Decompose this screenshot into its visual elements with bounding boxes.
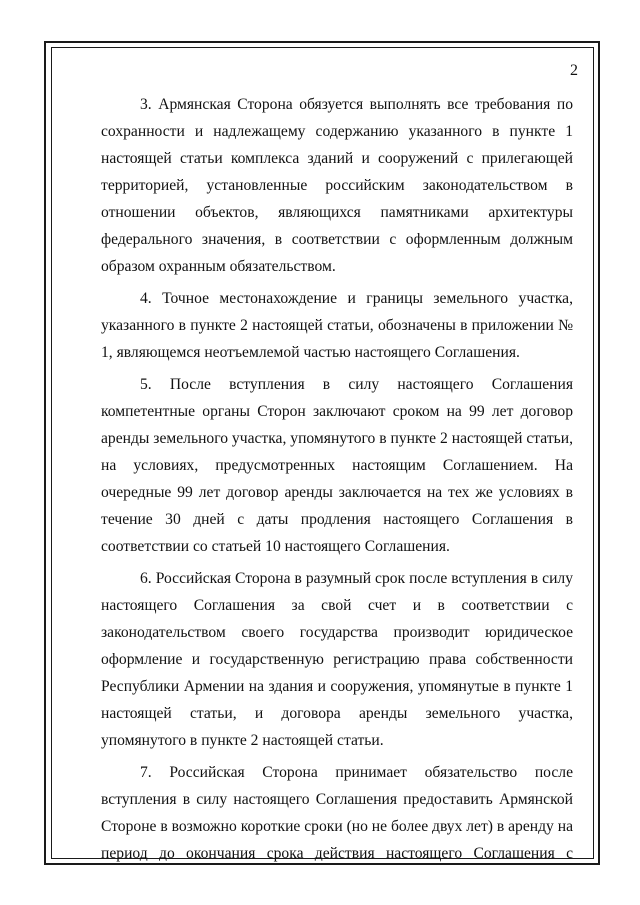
page-number: 2 (570, 62, 578, 79)
paragraph-6: 6. Российская Сторона в разумный срок после вступления в силу настоящего Соглашения за свой счет и в соответствии с законодательством своего государства производит юридическое оформление и государственную регистрацию права собственности Республики Армении на здания и сооружения, упомянутые в пункте 1 настоящей статьи, и договора аренды земельного участка, упомянутого в пункте 2 настоящей статьи. (101, 570, 573, 749)
paragraph-3: 3. Армянская Сторона обязуется выполнять все требования по сохранности и надлежащему содержанию указанного в пункте 1 настоящей статьи комплекса зданий и сооружений с прилегающей территорией, установленные российским законодательством в отношении объектов, являющихся памятниками архитектуры федерального значения, в соответствии с оформленным должным образом охранным обязательством. (101, 96, 573, 275)
paragraph-5: 5. После вступления в силу настоящего Соглашения компетентные органы Сторон заключают сроком на 99 лет договор аренды земельного участка, упомянутого в пункте 2 настоящей статьи, на условиях, предусмотренных настоящим Соглашением. На очередные 99 лет договор аренды заключается на тех же условиях в течение 30 дней с даты продления настоящего Соглашения в соответствии со статьей 10 настоящего Соглашения. (101, 376, 573, 555)
document-body (101, 91, 573, 872)
paragraph-4: 4. Точное местонахождение и границы земельного участка, указанного в пункте 2 настоящей статьи, обозначены в приложении № 1, являющемся неотъемлемой частью настоящего Соглашения. (101, 290, 573, 361)
paragraph-7: 7. Российская Сторона принимает обязательство после вступления в силу настоящего Соглашения предоставить Армянской Стороне в возможно короткие сроки (но не более двух лет) в аренду на период до окончания срока действия настоящего Соглашения с (101, 764, 574, 862)
